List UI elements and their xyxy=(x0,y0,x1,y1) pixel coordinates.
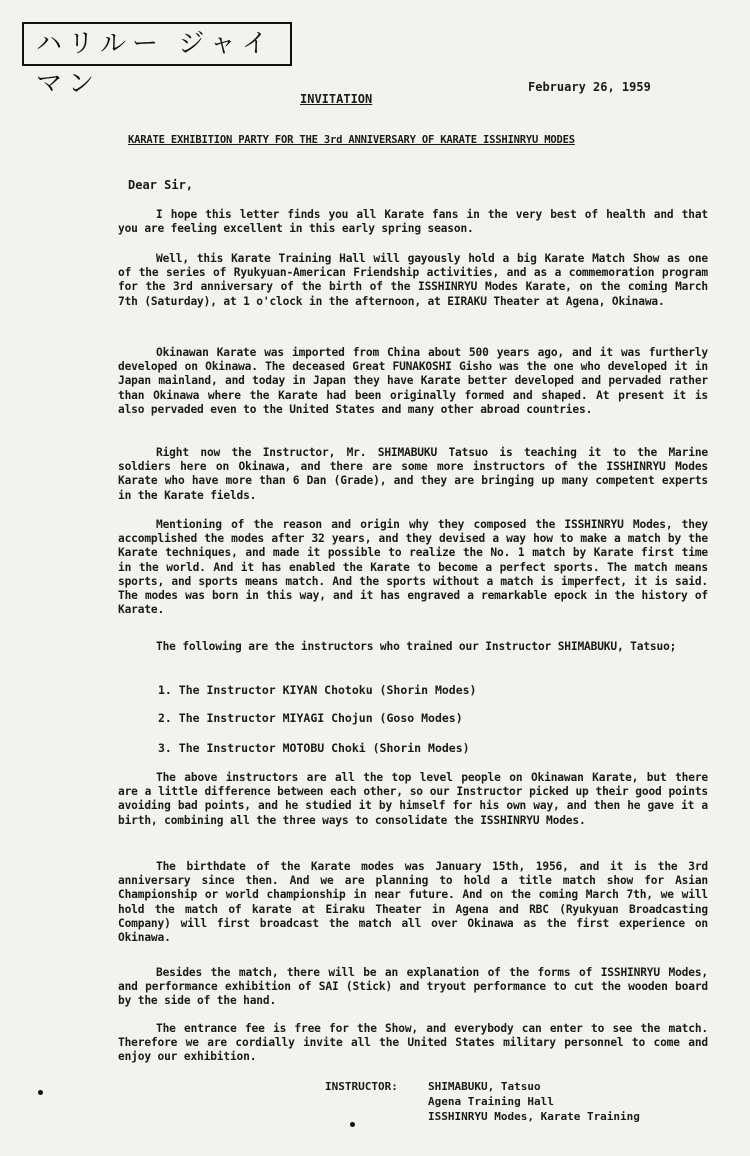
paragraph-history: Okinawan Karate was imported from China about 500 years ago, and it was furtherly developed on Okinawa. The deceased Great FUNAKOSHI Gisho was the one who developed it in Japan mainland, and today in Japan they have Karate better developed and pervaded rather than Okinawa where the Karate had been originally formed and shaped. At present it is also pervaded even to the United States and many other abroad countries. xyxy=(118,346,708,416)
signature-name: SHIMABUKU, Tatsuo xyxy=(428,1080,541,1093)
paragraph-instructor: Right now the Instructor, Mr. SHIMABUKU Tatsuo is teaching it to the Marine soldiers here on Okinawa, and there are some more instructors of the ISSHINRYU Modes Karate who have more than 6 Dan (Grade), and they are bringing up many competent experts in the Karate fields. xyxy=(118,446,708,502)
paragraph-birthdate: The birthdate of the Karate modes was January 15th, 1956, and it is the 3rd anniversary since then. And we are planning to hold a title match show for Asian Championship or world championship in near future. And on the coming March 7th, we will hold the match of karate at Eiraku Theater in Agena and RBC (Ryukyuan Broadcasting Company) will first broadcast the match all over Okinawa as the first experience on Okinawa. xyxy=(118,860,708,945)
letter-date: February 26, 1959 xyxy=(528,80,651,94)
salutation: Dear Sir, xyxy=(128,178,194,192)
ink-speck xyxy=(38,1090,43,1095)
paragraph-greeting: I hope this letter finds you all Karate fans in the very best of health and that you are feeling excellent in this early spring season. xyxy=(118,208,708,236)
paragraph-differences: The above instructors are all the top level people on Okinawan Karate, but there are a little difference between each other, so our Instructor picked up their good points avoiding bad points, and he studied it by himself for his own way, and then he gave it a birth, combining all the three ways to consolidate the ISSHINRYU Modes. xyxy=(118,771,708,827)
letter-subject: KARATE EXHIBITION PARTY FOR THE 3rd ANNIVERSARY OF KARATE ISSHINRYU MODES xyxy=(128,134,575,146)
letter-title: INVITATION xyxy=(300,92,373,106)
instructor-list-item: 3. The Instructor MOTOBU Choki (Shorin Modes) xyxy=(158,741,470,755)
paragraph-trainers-intro: The following are the instructors who trained our Instructor SHIMABUKU, Tatsuo; xyxy=(156,640,677,653)
paragraph-origin: Mentioning of the reason and origin why they composed the ISSHINRYU Modes, they accomplished the modes after 32 years, and they devised a way how to make a match by the Karate techniques, and made it possible to realize the No. 1 match by Karate first time in the world. And it has enabled the Karate to become a perfect sports. The match means sports, and sports means match. And the sports without a match is imperfect, it is said. The modes was born in this way, and it has engraved a remarkable epock in the history of Karate. xyxy=(118,518,708,617)
paragraph-exhibition: Besides the match, there will be an explanation of the forms of ISSHINRYU Modes, and performance exhibition of SAI (Stick) and tryout performance to cut the wooden board by the side of the hand. xyxy=(118,966,708,1008)
signature-school: ISSHINRYU Modes, Karate Training xyxy=(428,1110,640,1123)
instructor-list-item: 2. The Instructor MIYAGI Chojun (Goso Modes) xyxy=(158,711,463,725)
instructor-list-item: 1. The Instructor KIYAN Chotoku (Shorin Modes) xyxy=(158,683,477,697)
handwritten-name-stamp: ハリルー ジャイマン xyxy=(22,22,292,66)
paragraph-announcement: Well, this Karate Training Hall will gayously hold a big Karate Match Show as one of the series of Ryukyuan-American Friendship activities, and as a commemoration program for the 3rd anniversary of the birth of the ISSHINRYU Modes Karate, on the coming March 7th (Saturday), at 1 o'clock in the afternoon, at EIRAKU Theater at Agena, Okinawa. xyxy=(118,252,708,308)
signature-label: INSTRUCTOR: xyxy=(325,1080,398,1093)
signature-hall: Agena Training Hall xyxy=(428,1095,554,1108)
paragraph-entrance: The entrance fee is free for the Show, and everybody can enter to see the match. Therefore we are cordially invite all the United States military personnel to come and enjoy our exhibition. xyxy=(118,1022,708,1064)
ink-speck xyxy=(350,1122,355,1127)
